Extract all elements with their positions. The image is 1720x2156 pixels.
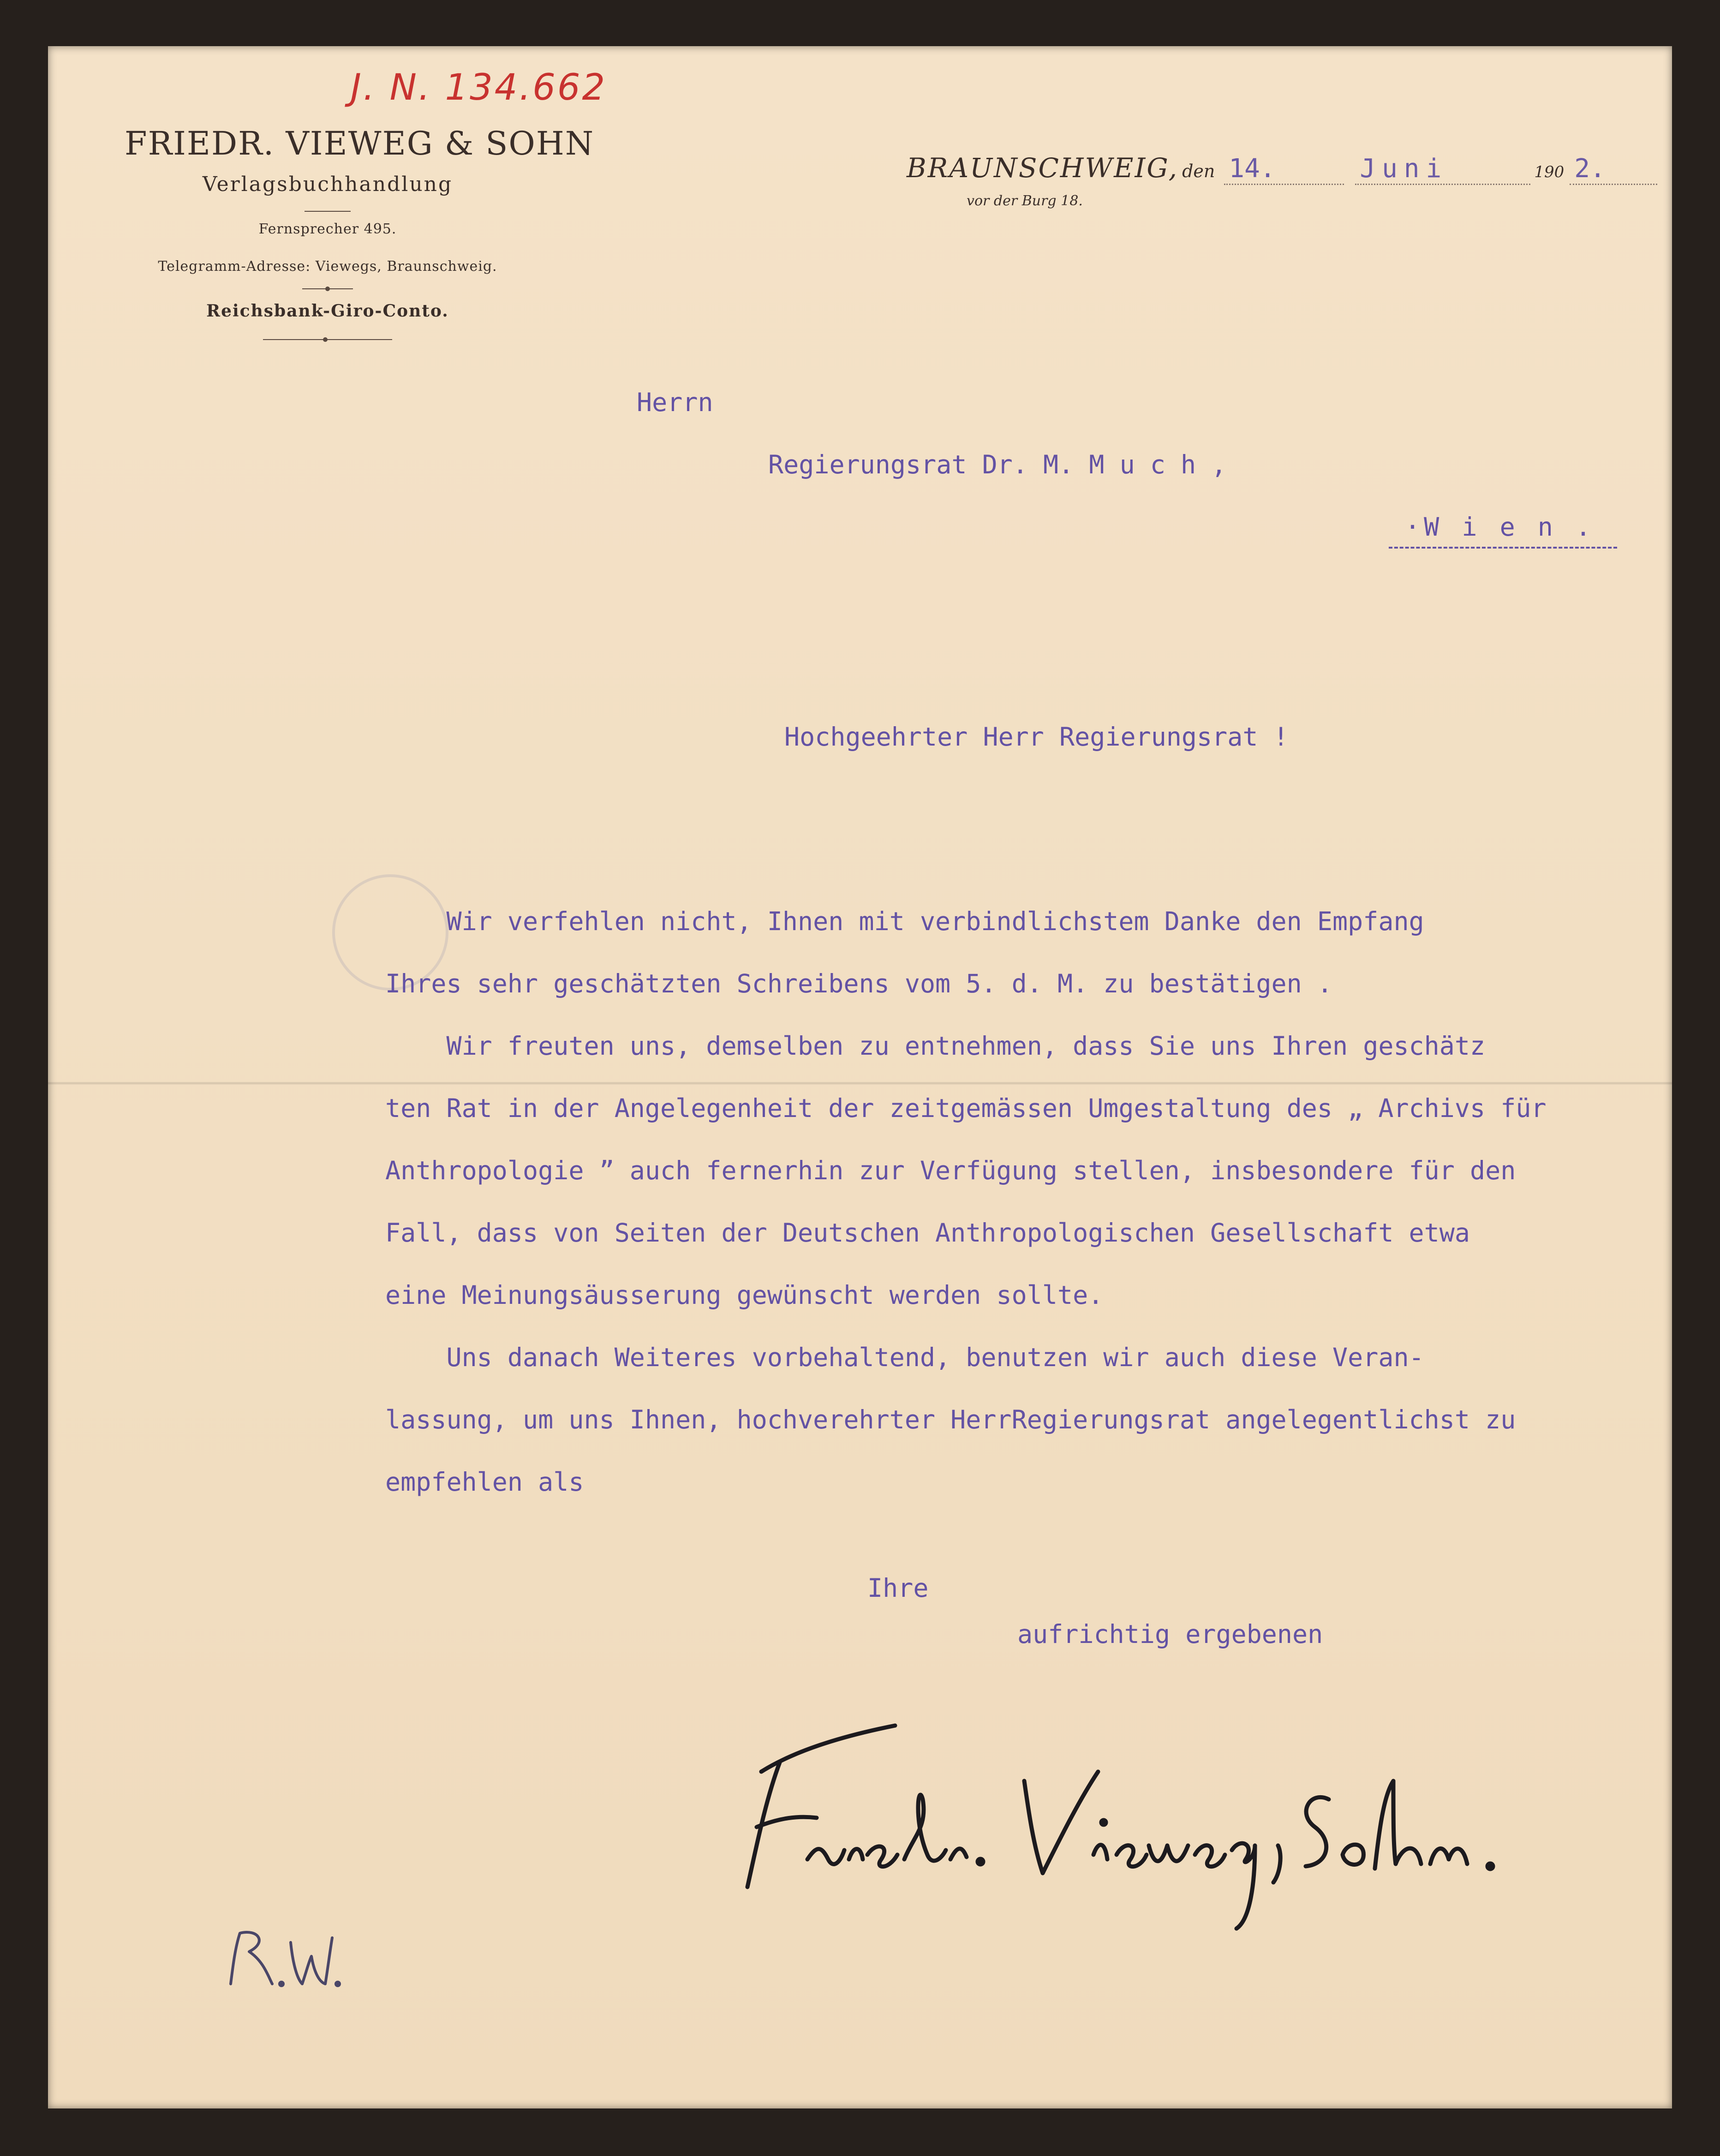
body-line: empfehlen als [385, 1467, 584, 1497]
street-address: vor der Burg 18. [967, 193, 1083, 209]
closing-ihre: Ihre [867, 1573, 929, 1603]
handwritten-initials [217, 1915, 346, 1998]
recipient-name: Regierungsrat Dr. M. M u c h , [768, 450, 1227, 479]
body-line: Wir freuten uns, demselben zu entnehmen, dass Sie uns Ihren geschätz [385, 1031, 1486, 1061]
phone-line: Fernsprecher 495. [258, 221, 397, 237]
body-line: Ihres sehr geschätzten Schreibens vom 5. d. M. zu bestätigen . [385, 969, 1332, 998]
body-line: Uns danach Weiteres vorbehaltend, benutzen wir auch diese Veran- [385, 1343, 1424, 1372]
letterhead-divider [305, 211, 351, 212]
recipient-honorific: Herrn [637, 388, 713, 417]
archive-number: J. N. 134.662 [351, 67, 607, 108]
company-name: FRIEDR. VIEWEG & SOHN [125, 125, 595, 162]
place-name: BRAUNSCHWEIG, [907, 152, 1179, 184]
place-date-line [907, 152, 1657, 185]
body-line: lassung, um uns Ihnen, hochverehrter HerrRegierungsrat angelegentlichst zu [385, 1405, 1516, 1434]
body-line: Anthropologie ” auch fernerhin zur Verfügung stellen, insbesondere für den [385, 1156, 1516, 1185]
date-month: Juni [1355, 154, 1530, 185]
closing-ergeben: aufrichtig ergebenen [1017, 1619, 1323, 1649]
year-prefix: 190 [1534, 163, 1565, 181]
date-year: 2. [1570, 154, 1657, 185]
body-line: Wir verfehlen nicht, Ihnen mit verbindlichstem Danke den Empfang [385, 907, 1424, 936]
telegram-line: Telegramm-Adresse: Viewegs, Braunschweig. [158, 258, 497, 275]
ornament-divider [302, 288, 353, 289]
body-line: ten Rat in der Angelegenheit der zeitgemässen Umgestaltung des „ Archivs für [385, 1093, 1547, 1123]
den-label: den [1182, 161, 1215, 181]
body-line: Fall, dass von Seiten der Deutschen Anthropologischen Gesellschaft etwa [385, 1218, 1470, 1248]
handwritten-signature [729, 1707, 1513, 1947]
letter-body [385, 890, 1547, 1513]
salutation: Hochgeehrter Herr Regierungsrat ! [784, 722, 1289, 752]
body-line: eine Meinungsäusserung gewünscht werden sollte. [385, 1280, 1104, 1310]
company-subtitle: Verlagsbuchhandlung [202, 173, 453, 196]
ornament-divider-wide [263, 339, 392, 340]
bank-line: Reichsbank-Giro-Conto. [206, 301, 449, 321]
recipient-city: ·W i e n . [1405, 512, 1595, 542]
city-underline [1389, 547, 1617, 549]
letterhead [125, 125, 595, 340]
date-day: 14. [1224, 154, 1344, 185]
